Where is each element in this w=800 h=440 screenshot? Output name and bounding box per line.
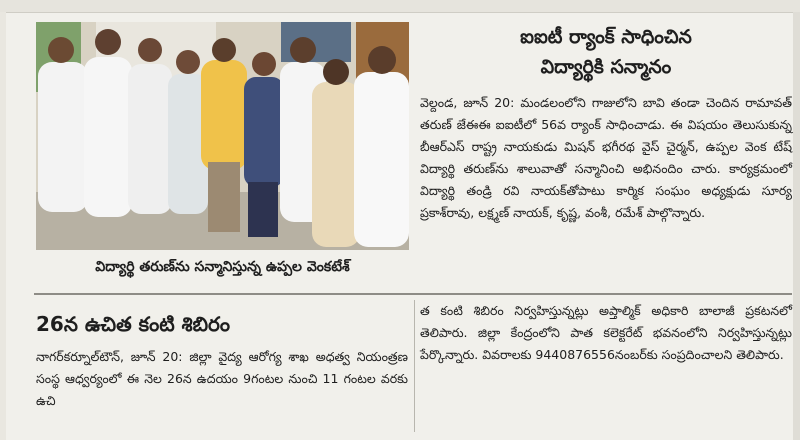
page-top-strip	[0, 0, 800, 13]
story1-headline-line1: ఐఐటీ ర్యాంక్ సాధించిన	[520, 26, 692, 48]
photo-caption: విద్యార్థి తరుణ్‌ను సన్మానిస్తున్న ఉప్పల వెంకటేశ్	[95, 259, 350, 275]
page-left-edge	[0, 12, 6, 440]
story2-body-column2: త కంటి శిబిరం నిర్వహిస్తున్నట్లు అప్తాల్మిక్ అధికారి బాలాజీ ప్రకటనలో తెలిపారు. జిల్లా కేంద్రంలోని పాత కలెక్టరేట్ భవనంలోని నిర్వహిస్తున్నట్లు పేర్కొన్నారు. వివరాలకు 9440876556నంబర్‌కు సంప్రదించాలని తెలిపారు.	[420, 303, 792, 362]
story1-headline	[420, 22, 792, 82]
page-right-edge	[793, 12, 800, 440]
news-photo	[36, 22, 409, 250]
section-divider	[34, 293, 792, 295]
story1-body: వెల్దండ, జూన్ 20: మండలంలోని గాజులోని బావి తండా చెందిన రామావత్ తరుణ్ జేఈఈ ఐఐటీలో 56వ ర్యాంక్ సాధించాడు. ఈ విషయం తెలుసుకున్న బీఆర్ఎస్ రాష్ట్ర నాయకుడు మిషన్ భగీరథ వైస్ చైర్మన్, ఉప్పల వెంక టేష్ విద్యార్థి తరుణ్‌ను శాలువాతో సన్మానించి అభినందిం చారు. కార్యక్రమంలో విద్యార్థి తండ్రి రవి నాయక్‌తోపాటు కార్మిక సంఘం అధ్యక్షుడు సూర్య ప్రకాశ్‌రావు, లక్ష్మణ్ నాయక్, కృష్ణ, వంశీ, రమేశ్ పాల్గొన్నారు.	[420, 95, 792, 220]
story1-headline-line2: విద్యార్థికి సన్మానం	[540, 56, 672, 78]
column-divider	[414, 300, 415, 432]
story2-body-column1: నాగర్‌కర్నూల్‌టౌన్, జూన్ 20: జిల్లా వైద్య ఆరోగ్య శాఖ అధత్వ నియంత్రణ సంస్థ ఆధ్వర్యంలో ఈ నెల 26న ఉదయం 9గంటల నుంచి 11 గంటల వరకు ఉచి	[36, 349, 408, 408]
story2-headline: 26న ఉచిత కంటి శిబిరం	[36, 312, 231, 336]
